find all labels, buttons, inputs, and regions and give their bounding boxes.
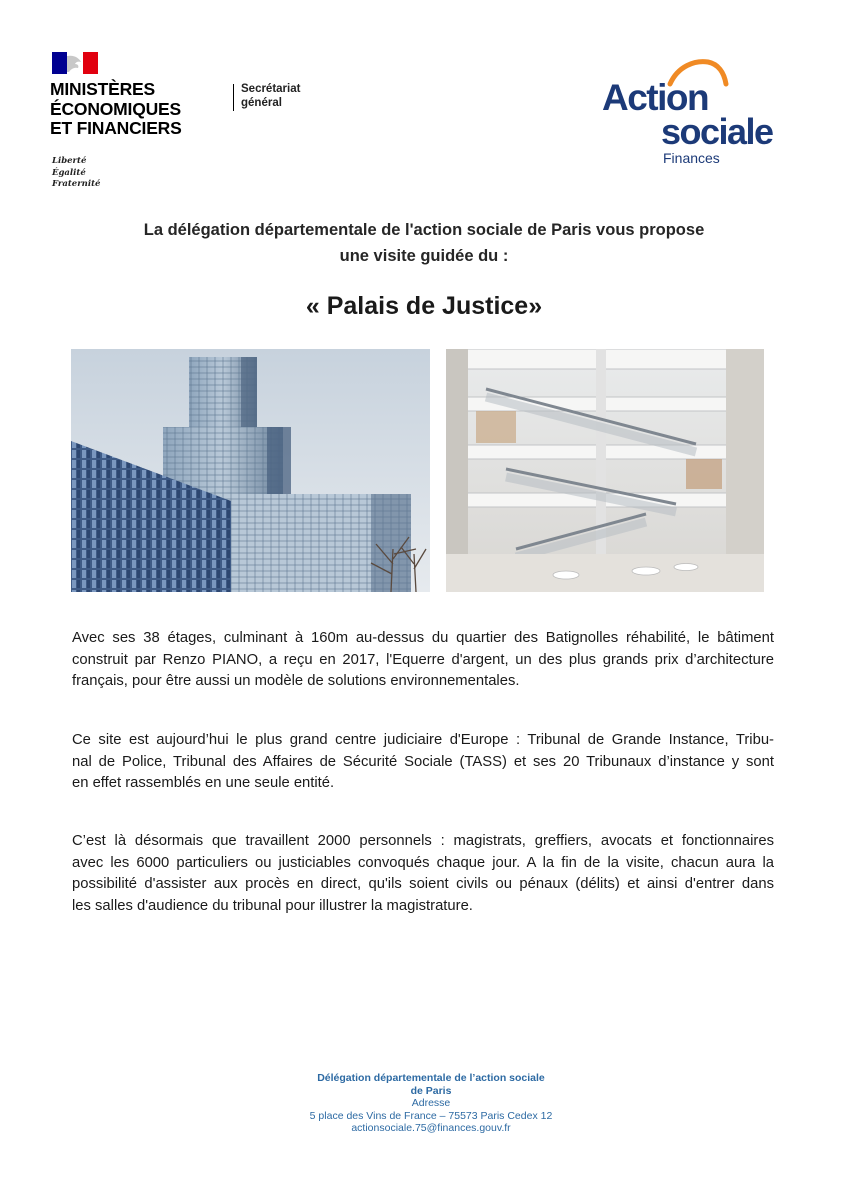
paragraph-line: possibilité d'assister aux procès en direct, qu'ils soient civils ou pénaux (délits) et ainsi d'entrer dans bbox=[72, 876, 774, 893]
action-sociale-logo bbox=[600, 56, 790, 172]
ministry-name bbox=[50, 80, 182, 139]
paragraph-line: les salles d'audience du tribunal pour illustrer la magistrature. bbox=[72, 897, 473, 914]
intro-line-2: une visite guidée du : bbox=[339, 247, 509, 265]
ministry-logo bbox=[50, 52, 320, 202]
paragraph-visit bbox=[72, 831, 774, 917]
paragraph-line: construit par Renzo PIANO, a reçu en 2017, l'Equerre d'argent, un des plus grands prix d’architecture bbox=[72, 651, 774, 668]
paragraph-line: nal de Police, Tribunal des Affaires de Sécurité Sociale (TASS) et ses 20 Tribunaux d’instance y sont bbox=[72, 753, 774, 770]
secretariat-label bbox=[241, 82, 300, 110]
footer-address: 5 place des Vins de France – 75573 Paris Cedex 12 bbox=[309, 1109, 553, 1122]
paragraph-judicial-center bbox=[72, 730, 774, 795]
page-title: « Palais de Justice» bbox=[305, 292, 543, 320]
intro-line-1: La délégation départementale de l'action sociale de Paris vous propose bbox=[143, 221, 705, 239]
paragraph-line: français, pour être aussi un modèle de solutions environnementales. bbox=[72, 673, 520, 690]
ministry-name-line: ÉCONOMIQUES bbox=[50, 98, 182, 119]
palais-interior-photo bbox=[446, 349, 764, 592]
footer-contact bbox=[0, 1072, 848, 1135]
logo-divider bbox=[233, 84, 234, 111]
action-sociale-word-sociale: sociale bbox=[661, 111, 773, 152]
republic-motto bbox=[52, 156, 100, 191]
motto-line: Fraternité bbox=[52, 179, 101, 189]
secretariat-line: général bbox=[241, 97, 282, 109]
paragraph-line: avec les 6000 particuliers ou justiciables convoqués chaque jour. A la fin de la visite, chacun aura la bbox=[72, 854, 774, 871]
footer-organisation-city: de Paris bbox=[410, 1084, 452, 1097]
paragraph-line: Avec ses 38 étages, culminant à 160m au-dessus du quartier des Batignolles réhabilité, le bâtiment bbox=[72, 630, 774, 646]
paragraph-line: Ce site est aujourd’hui le plus grand centre judiciaire d'Europe : Tribunal de Grande Instance, Tribu- bbox=[72, 732, 774, 748]
intro-text bbox=[0, 217, 848, 269]
palais-exterior-photo bbox=[71, 349, 430, 592]
motto-line: Liberté bbox=[52, 156, 87, 166]
paragraph-line: en effet rassemblés en une seule entité. bbox=[72, 775, 335, 792]
footer-address-label: Adresse bbox=[411, 1097, 451, 1109]
paragraph-architecture bbox=[72, 628, 774, 693]
ministry-name-line: MINISTÈRES bbox=[50, 79, 155, 99]
action-sociale-word-finances: Finances bbox=[663, 150, 720, 166]
footer-organisation: Délégation départementale de l’action sociale bbox=[317, 1072, 545, 1084]
marianne-flag-icon bbox=[52, 52, 98, 74]
ministry-name-line: ET FINANCIERS bbox=[50, 118, 182, 138]
action-sociale-word-action: Action bbox=[602, 77, 709, 118]
footer-email: actionsociale.75@finances.gouv.fr bbox=[351, 1122, 511, 1134]
secretariat-line: Secrétariat bbox=[241, 83, 301, 95]
motto-line: Égalité bbox=[52, 167, 86, 178]
paragraph-line: C’est là désormais que travaillent 2000 personnels : magistrats, greffiers, avocats et fonctionnaires bbox=[72, 833, 774, 849]
